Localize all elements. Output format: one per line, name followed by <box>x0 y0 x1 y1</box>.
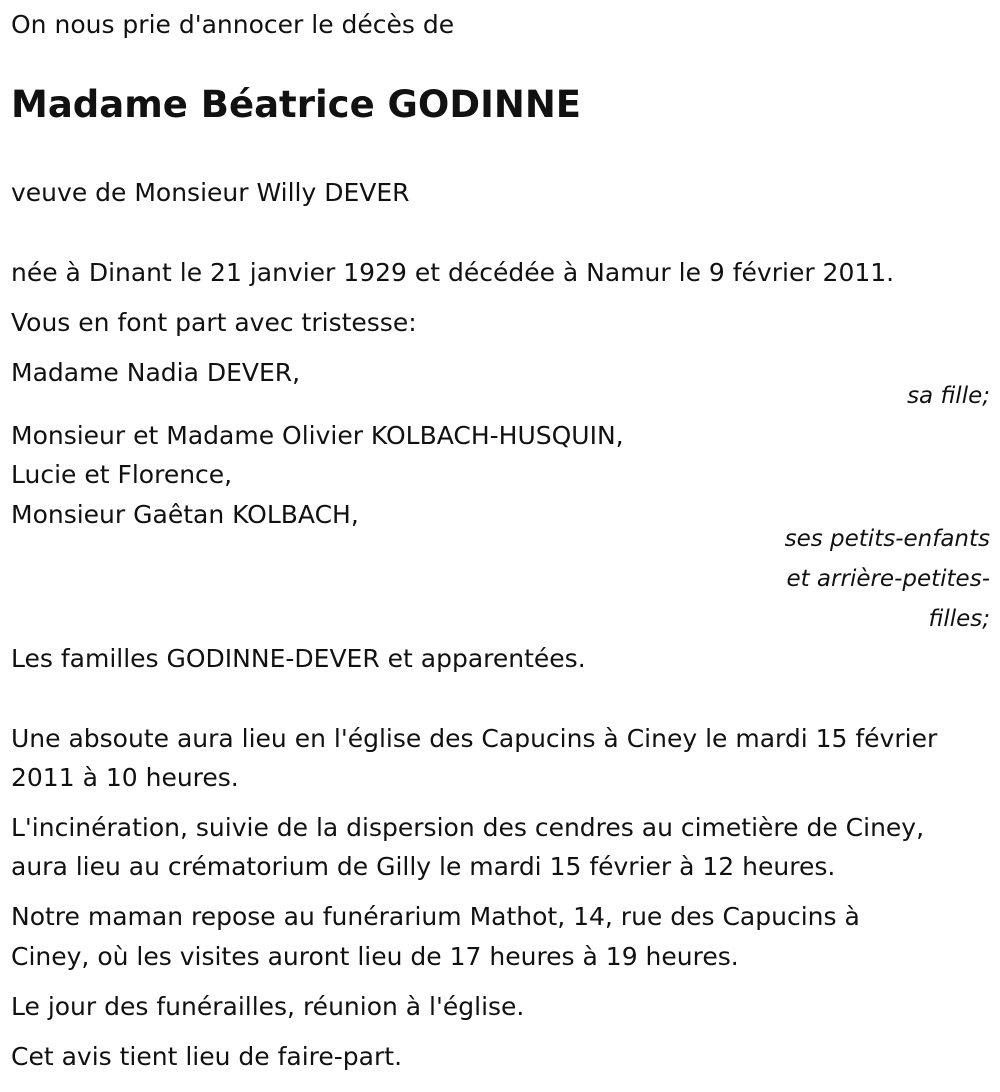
absoute-line-1: Une absoute aura lieu en l'église des Capucins à Ciney le mardi 15 février <box>11 724 938 753</box>
birth-death-text: née à Dinant le 21 janvier 1929 et décédée à Namur le 9 février 2011. <box>11 258 895 287</box>
announcement-text: Vous en font part avec tristesse: <box>11 308 417 337</box>
deceased-name: Madame Béatrice GODINNE <box>11 83 582 126</box>
widow-of-text: veuve de Monsieur Willy DEVER <box>11 178 410 207</box>
grandchildren-relation-line-1: ses petits-enfants <box>784 526 990 552</box>
grandchildren-line-3: Monsieur Gaêtan KOLBACH, <box>11 500 359 529</box>
cremation-line-1: L'incinération, suivie de la dispersion des cendres au cimetière de Ciney, <box>11 813 925 842</box>
daughter-name: Madame Nadia DEVER, <box>11 358 301 387</box>
gathering-text: Le jour des funérailles, réunion à l'église. <box>11 992 525 1021</box>
cremation-line-2: aura lieu au crématorium de Gilly le mardi 15 février à 12 heures. <box>11 852 836 881</box>
grandchildren-relation-line-3: filles; <box>928 606 990 632</box>
grandchildren-relation-line-2: et arrière-petites- <box>786 566 990 592</box>
intro-text: On nous prie d'annocer le décès de <box>11 10 455 39</box>
families-text: Les familles GODINNE-DEVER et apparentées. <box>11 644 586 673</box>
rest-line-1: Notre maman repose au funérarium Mathot, 14, rue des Capucins à <box>11 902 860 931</box>
rest-line-2: Ciney, où les visites auront lieu de 17 heures à 19 heures. <box>11 942 739 971</box>
grandchildren-line-1: Monsieur et Madame Olivier KOLBACH-HUSQUIN, <box>11 421 624 450</box>
absoute-line-2: 2011 à 10 heures. <box>11 763 239 792</box>
daughter-relation: sa fille; <box>907 383 990 409</box>
grandchildren-line-2: Lucie et Florence, <box>11 460 233 489</box>
closing-text: Cet avis tient lieu de faire-part. <box>11 1042 403 1071</box>
